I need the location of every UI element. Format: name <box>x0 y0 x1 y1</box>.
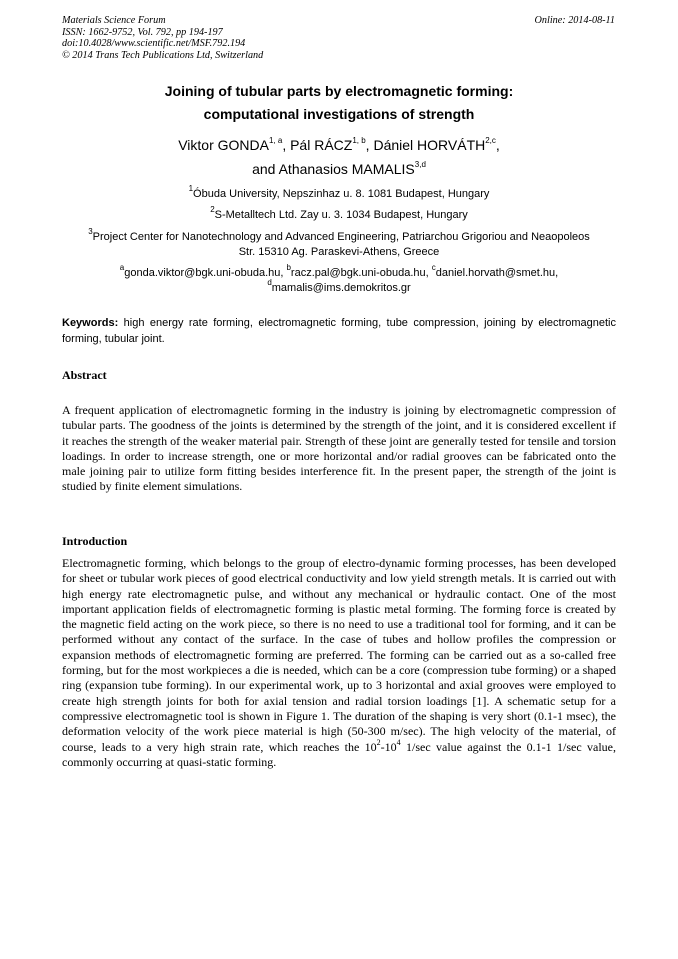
email-mark: a <box>119 263 125 273</box>
affiliation-text: S-Metalltech Ltd. Zay u. 3. 1034 Budapest, Hungary <box>214 209 468 221</box>
affiliation-mark: 2 <box>210 205 215 215</box>
author-line-2 <box>62 157 616 181</box>
author-name: Viktor GONDA <box>178 137 269 153</box>
keywords-text: high energy rate forming, electromagnetic forming, tube compression, joining by electromagnetic forming, tubular joint. <box>62 317 616 345</box>
email-address: daniel.horvath@smet.hu, <box>435 267 559 279</box>
author-affiliation-mark: 1, b <box>352 136 366 146</box>
email-address: mamalis@ims.demokritos.gr <box>271 282 411 294</box>
issn-line: ISSN: 1662-9752, Vol. 792, pp 194-197 <box>62 26 223 38</box>
exponent: 4 <box>396 737 401 747</box>
affiliation-mark: 3 <box>88 227 93 237</box>
title-line-1: Joining of tubular parts by electromagnetic forming: <box>164 83 514 99</box>
affiliation-2 <box>62 205 616 223</box>
intro-text-part-1: Electromagnetic forming, which belongs to the group of electro-dynamic forming processes, has been developed for sheet or tubular work pieces of good electrical conductivity and low yield strength metals. It is carried out with high energy rate electromagnetic pulse, and without any mechanical or hydraulic contact. One of the most important application fields of electromagnetic forming is plastic metal forming. The forming force is created by the magnetic field acting on the work piece, so there is no need to use a traditional tool for forming, and it can be performed without any contact of the surface. In the case of tubes and hollow profiles the compression or expansion methods of electromagnetic forming are preferred. The forming can be carried out as a so-called free forming, but for the most workpieces a die is needed, which can be a core (compression tube forming) or a shaped ring (expansion tube forming). In our experimental work, up to 3 horizontal and axial grooves were employed to create high strength joints for both for axial tension and radial torsion loadings [1]. A schematic setup for a compressive electromagnetic tool is shown in Figure 1. The duration of the shaping is very short (0.1-1 msec), the deformation velocity of the work piece material is high (50-300 m/sec). The high velocity of the material, of course, leads to a very high strain rate, which reaches the 10 <box>62 556 616 754</box>
email-address: racz.pal@bgk.uni-obuda.hu, <box>290 267 432 279</box>
journal-name: Materials Science Forum <box>62 15 166 26</box>
introduction-heading: Introduction <box>62 534 128 548</box>
title-line-2: computational investigations of strength <box>203 106 475 122</box>
abstract-heading: Abstract <box>62 368 107 382</box>
author-separator: , <box>495 137 500 153</box>
copyright-line: © 2014 Trans Tech Publications Ltd, Switzerland <box>62 49 264 61</box>
affiliation-mark: 1 <box>188 184 194 194</box>
affiliation-text: Project Center for Nanotechnology and Advanced Engineering, Patriarchou Grigoriou and Neaopoleos Str. 15310 Ag. Paraskevi-Athens, Greece <box>92 231 590 258</box>
email-address: gonda.viktor@bgk.uni-obuda.hu, <box>124 267 287 279</box>
email-line-1 <box>62 263 616 281</box>
intro-text-range: -10 <box>380 739 397 754</box>
affiliation-1 <box>62 184 616 202</box>
author-name: Athanasios MAMALIS <box>278 161 415 177</box>
author-name: Pál RÁCZ <box>290 137 353 153</box>
doi-line: doi:10.4028/www.scientific.net/MSF.792.194 <box>62 38 246 49</box>
paper-title <box>62 80 616 126</box>
author-affiliation-mark: 1, a <box>268 136 283 146</box>
author-list <box>62 133 616 181</box>
keywords-label: Keywords: <box>62 317 119 329</box>
author-affiliation-mark: 2,c <box>485 136 496 146</box>
email-mark: d <box>267 278 272 288</box>
affiliation-3 <box>88 227 590 260</box>
author-name: Dániel HORVÁTH <box>373 137 486 153</box>
email-list <box>62 263 616 296</box>
exponent: 2 <box>376 737 381 747</box>
introduction-text <box>62 556 616 770</box>
author-prefix: and <box>252 161 279 177</box>
author-line-1 <box>62 133 616 157</box>
email-mark: b <box>286 263 291 273</box>
online-date: Online: 2014-08-11 <box>534 15 615 26</box>
email-mark: c <box>431 263 436 273</box>
author-separator: , <box>365 137 374 153</box>
journal-header <box>62 15 263 61</box>
author-affiliation-mark: 3,d <box>414 160 426 170</box>
abstract-text: A frequent application of electromagnetic forming in the industry is joining by electromagnetic compression of tubular parts. The goodness of the joints is determined by the strength of the joint, and it is considered excellent if it reaches the strength of the weaker material pair. Strength of these joint are generally tested for tensile and torsion loadings. In order to increase strength, one or more horizontal and/or radial grooves can be fabricated onto the male joining pair to utilize form fitting besides interference fit. In the present paper, the strength of the joint is studied by finite element simulations. <box>62 403 616 494</box>
email-line-2 <box>62 278 616 296</box>
author-separator: , <box>282 137 291 153</box>
keywords <box>62 315 616 347</box>
affiliation-text: Óbuda University, Nepszinhaz u. 8. 1081 Budapest, Hungary <box>193 188 490 200</box>
intro-text-part-2: 1/sec value against the 0.1-1 1/sec value, commonly occurring at quasi-static forming. <box>62 739 617 769</box>
